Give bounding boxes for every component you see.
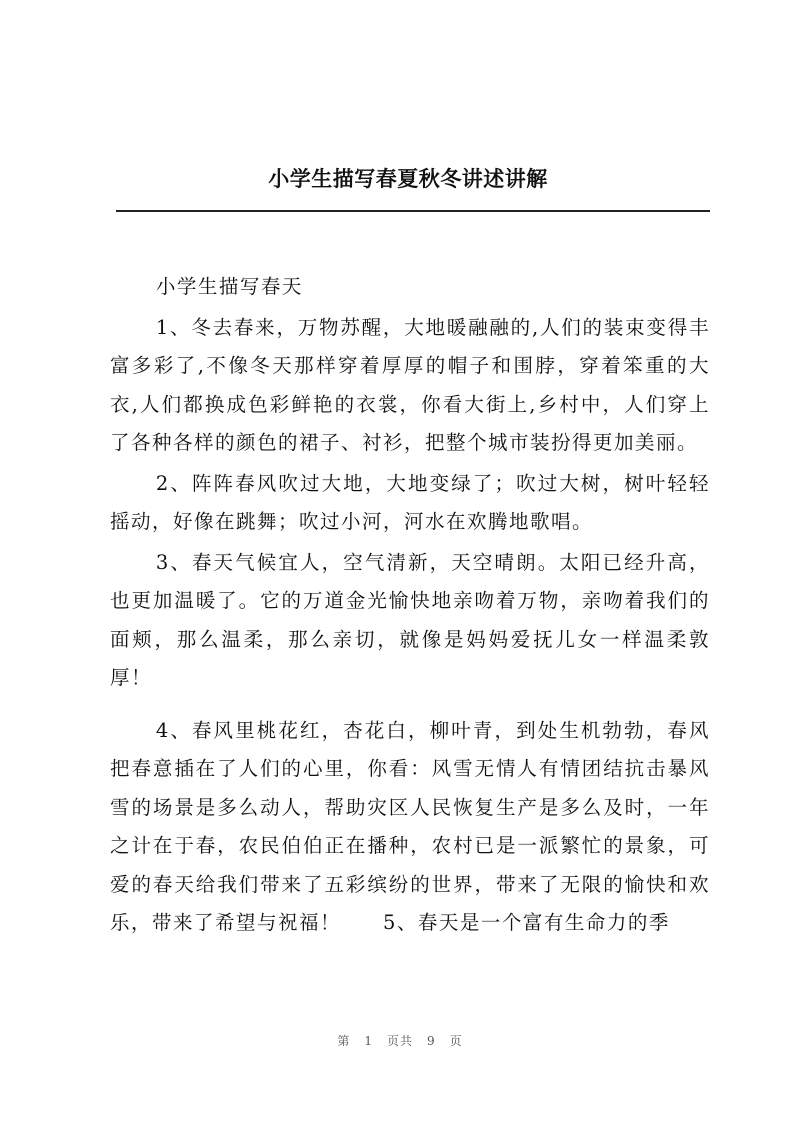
section-heading: 小学生描写春天 bbox=[155, 275, 303, 298]
paragraph-4: 4、春风里桃花红，杏花白，柳叶青，到处生机勃勃，春风把春意插在了人们的心里，你看：风雪无情人有情团结抗击暴风雪的场景是多么动人，帮助灾区人民恢复生产是多么及时，一年之计在于春，农民伯伯正在播种，农村已是一派繁忙的景象，可爱的春天给我们带来了五彩缤纷的世界，带来了无限的愉快和欢乐，带来了希望与祝福！ 5、春天是一个富有生命力的季 bbox=[110, 718, 710, 934]
footer-page-suffix: 页 bbox=[449, 1034, 463, 1048]
footer-total-pages: 9 bbox=[427, 1034, 436, 1048]
title-divider bbox=[116, 210, 710, 212]
paragraph-3: 3、春天气候宜人，空气清新，天空晴朗。太阳已经升高，也更加温暖了。它的万道金光愉快地亲吻着万物，亲吻着我们的面颊，那么温柔，那么亲切，就像是妈妈爱抚儿女一样温柔敦厚！ bbox=[110, 550, 710, 689]
paragraph-1: 1、冬去春来，万物苏醒，大地暖融融的,人们的装束变得丰富多彩了,不像冬天那样穿着厚厚的帽子和围脖，穿着笨重的大衣,人们都换成色彩鲜艳的衣裳，你看大街上,乡村中，人们穿上了各种各样的颜色的裙子、衬衫，把整个城市装扮得更加美丽。 bbox=[110, 315, 710, 454]
document-body bbox=[110, 268, 710, 943]
footer-current-page: 1 bbox=[364, 1034, 373, 1048]
paragraph-2: 2、阵阵春风吹过大地，大地变绿了；吹过大树，树叶轻轻摇动，好像在跳舞；吹过小河，河水在欢腾地歌唱。 bbox=[110, 471, 710, 533]
footer-page-middle: 页共 bbox=[386, 1034, 413, 1048]
page-footer bbox=[0, 1032, 800, 1049]
footer-page-prefix: 第 bbox=[337, 1034, 351, 1048]
document-title: 小学生描写春夏秋冬讲述讲解 bbox=[268, 166, 548, 191]
